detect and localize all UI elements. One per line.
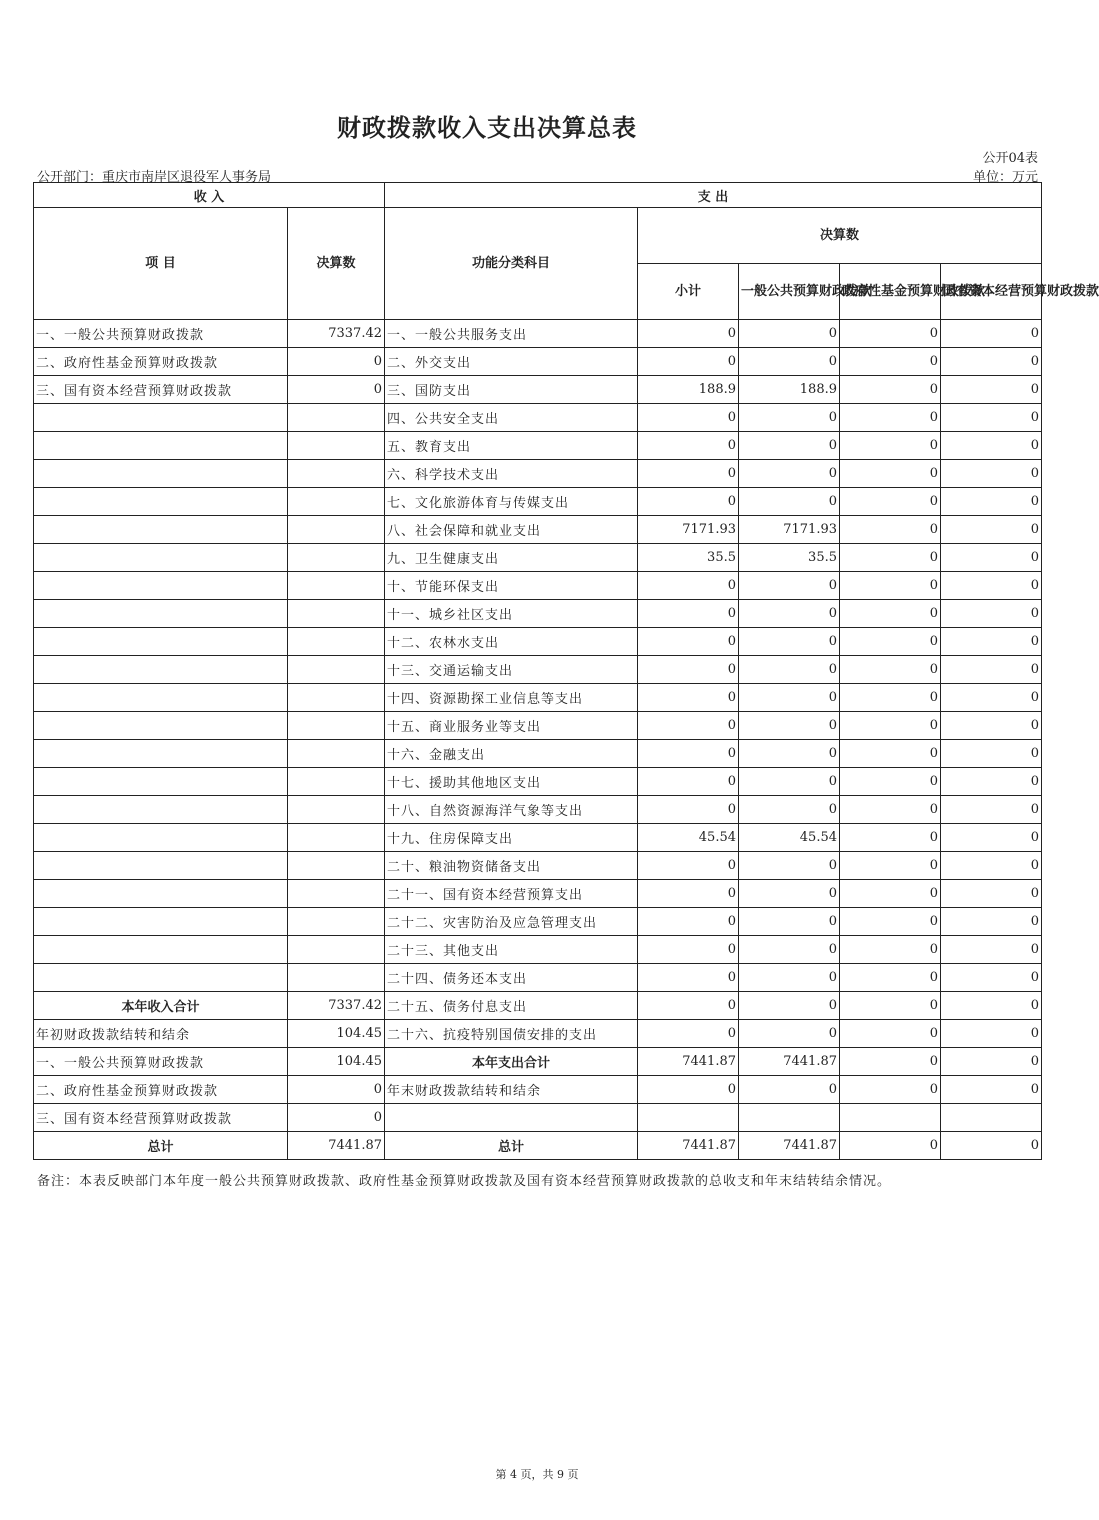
table-row — [34, 1132, 1042, 1160]
gov-fund-header: 政府性基金预算财政拨款 — [840, 264, 941, 320]
income-item-cell — [34, 908, 288, 936]
expense-category-cell: 二十五、债务付息支出 — [385, 992, 638, 1020]
table-row — [34, 488, 1042, 516]
income-amount-cell — [288, 656, 385, 684]
income-amount-cell: 0 — [288, 376, 385, 404]
income-item-cell — [34, 628, 288, 656]
table-row — [34, 1020, 1042, 1048]
section-header-row — [34, 183, 1042, 208]
expense-category-cell: 十二、农林水支出 — [385, 628, 638, 656]
page-number: 第 4 页，共 9 页 — [495, 1468, 579, 1481]
income-amount-cell: 7337.42 — [288, 320, 385, 348]
gov-fund-cell: 0 — [840, 880, 941, 908]
general-budget-cell: 0 — [739, 712, 840, 740]
general-budget-cell: 0 — [739, 1020, 840, 1048]
state-capital-header: 国有资本经营预算财政拨款 — [941, 264, 1042, 320]
expense-category-cell: 二十一、国有资本经营预算支出 — [385, 880, 638, 908]
income-item-cell — [34, 880, 288, 908]
subtotal-cell: 0 — [638, 992, 739, 1020]
state-capital-cell: 0 — [941, 740, 1042, 768]
income-item-cell — [34, 824, 288, 852]
income-item-cell: 三、国有资本经营预算财政拨款 — [34, 376, 288, 404]
income-item-cell — [34, 712, 288, 740]
table-row — [34, 880, 1042, 908]
gov-fund-cell: 0 — [840, 992, 941, 1020]
gov-fund-cell: 0 — [840, 348, 941, 376]
state-capital-cell: 0 — [941, 656, 1042, 684]
state-capital-cell: 0 — [941, 1048, 1042, 1076]
general-budget-cell: 0 — [739, 404, 840, 432]
page-title: 财政拨款收入支出决算总表 — [337, 113, 637, 142]
state-capital-cell: 0 — [941, 1020, 1042, 1048]
general-budget-cell: 0 — [739, 964, 840, 992]
gov-fund-cell: 0 — [840, 1020, 941, 1048]
subtotal-cell: 0 — [638, 908, 739, 936]
income-amount-cell — [288, 824, 385, 852]
state-capital-cell: 0 — [941, 432, 1042, 460]
income-item-cell — [34, 488, 288, 516]
expense-category-cell: 十、节能环保支出 — [385, 572, 638, 600]
gov-fund-cell: 0 — [840, 460, 941, 488]
table-row — [34, 600, 1042, 628]
table-row — [34, 824, 1042, 852]
income-item-cell: 一、一般公共预算财政拨款 — [34, 1048, 288, 1076]
gov-fund-cell: 0 — [840, 1048, 941, 1076]
income-amount-cell — [288, 600, 385, 628]
gov-fund-cell: 0 — [840, 964, 941, 992]
gov-fund-cell: 0 — [840, 852, 941, 880]
state-capital-cell: 0 — [941, 628, 1042, 656]
general-budget-cell: 0 — [739, 656, 840, 684]
income-amount-cell: 7441.87 — [288, 1132, 385, 1160]
gov-fund-cell — [840, 1104, 941, 1132]
state-capital-cell: 0 — [941, 572, 1042, 600]
expense-category-cell: 十九、住房保障支出 — [385, 824, 638, 852]
subtotal-cell: 0 — [638, 1020, 739, 1048]
income-item-cell: 年初财政拨款结转和结余 — [34, 1020, 288, 1048]
table-row — [34, 684, 1042, 712]
state-capital-cell — [941, 1104, 1042, 1132]
table-row — [34, 908, 1042, 936]
income-amount-cell — [288, 460, 385, 488]
subtotal-cell: 0 — [638, 684, 739, 712]
state-capital-cell: 0 — [941, 768, 1042, 796]
income-item-cell: 三、国有资本经营预算财政拨款 — [34, 1104, 288, 1132]
table-row — [34, 1104, 1042, 1132]
subtotal-cell: 7441.87 — [638, 1048, 739, 1076]
subtotal-cell: 0 — [638, 936, 739, 964]
general-budget-cell: 0 — [739, 488, 840, 516]
gov-fund-cell: 0 — [840, 628, 941, 656]
item-header: 项 目 — [34, 208, 288, 320]
expense-category-cell: 四、公共安全支出 — [385, 404, 638, 432]
expense-category-cell: 本年支出合计 — [385, 1048, 638, 1076]
table-row — [34, 460, 1042, 488]
budget-table — [33, 182, 1099, 1160]
subtotal-cell: 0 — [638, 320, 739, 348]
gov-fund-cell: 0 — [840, 432, 941, 460]
footnote: 备注：本表反映部门本年度一般公共预算财政拨款、政府性基金预算财政拨款及国有资本经营预算财政拨款的总收支和年末结转结余情况。 — [37, 1174, 892, 1189]
state-capital-cell: 0 — [941, 348, 1042, 376]
table-row — [34, 740, 1042, 768]
income-item-cell — [34, 656, 288, 684]
general-budget-cell: 0 — [739, 572, 840, 600]
gov-fund-cell: 0 — [840, 908, 941, 936]
subtotal-cell: 0 — [638, 572, 739, 600]
expense-category-cell: 二、外交支出 — [385, 348, 638, 376]
subtotal-cell: 0 — [638, 600, 739, 628]
table-row — [34, 964, 1042, 992]
gov-fund-cell: 0 — [840, 824, 941, 852]
state-capital-cell: 0 — [941, 796, 1042, 824]
gov-fund-cell: 0 — [840, 544, 941, 572]
expense-category-cell: 十六、金融支出 — [385, 740, 638, 768]
subtotal-cell: 0 — [638, 432, 739, 460]
general-budget-cell: 0 — [739, 852, 840, 880]
income-amount-cell — [288, 936, 385, 964]
table-row — [34, 852, 1042, 880]
gov-fund-cell: 0 — [840, 376, 941, 404]
subtotal-cell: 0 — [638, 712, 739, 740]
income-item-cell — [34, 600, 288, 628]
table-row — [34, 544, 1042, 572]
state-capital-cell: 0 — [941, 404, 1042, 432]
table-row — [34, 1048, 1042, 1076]
expense-category-cell: 九、卫生健康支出 — [385, 544, 638, 572]
expense-category-cell: 十一、城乡社区支出 — [385, 600, 638, 628]
general-budget-cell: 35.5 — [739, 544, 840, 572]
general-budget-cell: 188.9 — [739, 376, 840, 404]
state-capital-cell: 0 — [941, 600, 1042, 628]
expense-category-cell: 五、教育支出 — [385, 432, 638, 460]
income-amount-cell: 0 — [288, 348, 385, 376]
subtotal-cell: 35.5 — [638, 544, 739, 572]
form-number: 公开04表 — [982, 151, 1038, 166]
subtotal-cell: 45.54 — [638, 824, 739, 852]
subtotal-cell — [638, 1104, 739, 1132]
expense-category-cell: 十七、援助其他地区支出 — [385, 768, 638, 796]
income-amount-cell — [288, 740, 385, 768]
subtotal-cell: 0 — [638, 740, 739, 768]
income-amount-cell — [288, 572, 385, 600]
gov-fund-cell: 0 — [840, 936, 941, 964]
table-row — [34, 404, 1042, 432]
income-amount-cell — [288, 488, 385, 516]
income-amount-cell — [288, 544, 385, 572]
income-amount-cell — [288, 432, 385, 460]
income-amount-cell — [288, 516, 385, 544]
expense-category-cell: 十四、资源勘探工业信息等支出 — [385, 684, 638, 712]
subtotal-cell: 7171.93 — [638, 516, 739, 544]
general-budget-cell: 0 — [739, 768, 840, 796]
income-item-cell — [34, 460, 288, 488]
expense-category-cell: 二十六、抗疫特别国债安排的支出 — [385, 1020, 638, 1048]
general-budget-header: 一般公共预算财政拨款 — [739, 264, 840, 320]
income-item-cell — [34, 796, 288, 824]
income-amount-cell — [288, 768, 385, 796]
state-capital-cell: 0 — [941, 376, 1042, 404]
state-capital-cell: 0 — [941, 712, 1042, 740]
expense-category-cell: 年末财政拨款结转和结余 — [385, 1076, 638, 1104]
income-amount-cell: 0 — [288, 1104, 385, 1132]
income-item-cell: 二、政府性基金预算财政拨款 — [34, 348, 288, 376]
general-budget-cell: 0 — [739, 740, 840, 768]
gov-fund-cell: 0 — [840, 1132, 941, 1160]
gov-fund-cell: 0 — [840, 1076, 941, 1104]
state-capital-cell: 0 — [941, 908, 1042, 936]
income-item-cell — [34, 740, 288, 768]
income-item-cell — [34, 572, 288, 600]
subtotal-cell: 0 — [638, 460, 739, 488]
expense-category-cell: 三、国防支出 — [385, 376, 638, 404]
table-row — [34, 628, 1042, 656]
gov-fund-cell: 0 — [840, 404, 941, 432]
income-amount-cell: 104.45 — [288, 1020, 385, 1048]
general-budget-cell — [739, 1104, 840, 1132]
expense-category-cell: 七、文化旅游体育与传媒支出 — [385, 488, 638, 516]
gov-fund-cell: 0 — [840, 516, 941, 544]
gov-fund-cell: 0 — [840, 768, 941, 796]
general-budget-cell: 0 — [739, 684, 840, 712]
income-item-cell: 一、一般公共预算财政拨款 — [34, 320, 288, 348]
subtotal-cell: 0 — [638, 796, 739, 824]
subtotal-header: 小计 — [638, 264, 739, 320]
table-row — [34, 796, 1042, 824]
table-row — [34, 768, 1042, 796]
income-item-cell — [34, 852, 288, 880]
income-amount-cell: 0 — [288, 1076, 385, 1104]
unit-label: 单位：万元 — [972, 170, 1038, 185]
table-row — [34, 656, 1042, 684]
general-budget-cell: 0 — [739, 320, 840, 348]
income-item-cell — [34, 516, 288, 544]
state-capital-cell: 0 — [941, 488, 1042, 516]
table-row — [34, 516, 1042, 544]
general-budget-cell: 0 — [739, 796, 840, 824]
table-row — [34, 320, 1042, 348]
state-capital-cell: 0 — [941, 992, 1042, 1020]
general-budget-cell: 0 — [739, 992, 840, 1020]
income-amount-cell — [288, 964, 385, 992]
table-row — [34, 712, 1042, 740]
expense-category-cell — [385, 1104, 638, 1132]
subtotal-cell: 0 — [638, 488, 739, 516]
income-item-cell: 本年收入合计 — [34, 992, 288, 1020]
income-item-cell — [34, 544, 288, 572]
state-capital-cell: 0 — [941, 684, 1042, 712]
general-budget-cell: 0 — [739, 432, 840, 460]
amount-header: 决算数 — [288, 208, 385, 320]
state-capital-cell: 0 — [941, 880, 1042, 908]
income-amount-cell — [288, 712, 385, 740]
gov-fund-cell: 0 — [840, 712, 941, 740]
state-capital-cell: 0 — [941, 964, 1042, 992]
general-budget-cell: 0 — [739, 600, 840, 628]
expense-category-cell: 六、科学技术支出 — [385, 460, 638, 488]
table-row — [34, 936, 1042, 964]
gov-fund-cell: 0 — [840, 796, 941, 824]
state-capital-cell: 0 — [941, 460, 1042, 488]
income-item-cell — [34, 768, 288, 796]
general-budget-cell: 7441.87 — [739, 1048, 840, 1076]
general-budget-cell: 0 — [739, 1076, 840, 1104]
expense-category-cell: 二十二、灾害防治及应急管理支出 — [385, 908, 638, 936]
income-item-cell — [34, 404, 288, 432]
subtotal-cell: 0 — [638, 852, 739, 880]
gov-fund-cell: 0 — [840, 600, 941, 628]
gov-fund-cell: 0 — [840, 740, 941, 768]
expense-category-cell: 十三、交通运输支出 — [385, 656, 638, 684]
gov-fund-cell: 0 — [840, 684, 941, 712]
expense-category-cell: 二十四、债务还本支出 — [385, 964, 638, 992]
income-amount-cell — [288, 796, 385, 824]
state-capital-cell: 0 — [941, 544, 1042, 572]
income-amount-cell — [288, 628, 385, 656]
subtotal-cell: 0 — [638, 768, 739, 796]
table-row — [34, 992, 1042, 1020]
subtotal-cell: 0 — [638, 656, 739, 684]
expense-category-cell: 八、社会保障和就业支出 — [385, 516, 638, 544]
expense-category-cell: 二十、粮油物资储备支出 — [385, 852, 638, 880]
subtotal-cell: 0 — [638, 964, 739, 992]
general-budget-cell: 0 — [739, 348, 840, 376]
table-row — [34, 1076, 1042, 1104]
expense-header: 支 出 — [385, 183, 1042, 208]
gov-fund-cell: 0 — [840, 656, 941, 684]
expense-category-cell: 十五、商业服务业等支出 — [385, 712, 638, 740]
income-amount-cell: 104.45 — [288, 1048, 385, 1076]
general-budget-cell: 7441.87 — [739, 1132, 840, 1160]
state-capital-cell: 0 — [941, 852, 1042, 880]
table-row — [34, 572, 1042, 600]
income-amount-cell — [288, 852, 385, 880]
income-amount-cell — [288, 404, 385, 432]
general-budget-cell: 7171.93 — [739, 516, 840, 544]
general-budget-cell: 0 — [739, 628, 840, 656]
subtotal-cell: 0 — [638, 628, 739, 656]
income-amount-cell — [288, 908, 385, 936]
table-row — [34, 376, 1042, 404]
func-category-header: 功能分类科目 — [385, 208, 638, 320]
income-amount-cell: 7337.42 — [288, 992, 385, 1020]
subtotal-cell: 0 — [638, 1076, 739, 1104]
state-capital-cell: 0 — [941, 1076, 1042, 1104]
state-capital-cell: 0 — [941, 320, 1042, 348]
gov-fund-cell: 0 — [840, 488, 941, 516]
expense-category-cell: 总计 — [385, 1132, 638, 1160]
expense-category-cell: 一、一般公共服务支出 — [385, 320, 638, 348]
income-item-cell — [34, 432, 288, 460]
general-budget-cell: 45.54 — [739, 824, 840, 852]
state-capital-cell: 0 — [941, 516, 1042, 544]
income-item-cell — [34, 964, 288, 992]
income-amount-cell — [288, 684, 385, 712]
income-item-cell — [34, 684, 288, 712]
income-item-cell: 总计 — [34, 1132, 288, 1160]
gov-fund-cell: 0 — [840, 572, 941, 600]
table-row — [34, 348, 1042, 376]
income-item-cell: 二、政府性基金预算财政拨款 — [34, 1076, 288, 1104]
subtotal-cell: 0 — [638, 404, 739, 432]
general-budget-cell: 0 — [739, 936, 840, 964]
subtotal-cell: 0 — [638, 880, 739, 908]
subtotal-cell: 0 — [638, 348, 739, 376]
income-amount-cell — [288, 880, 385, 908]
state-capital-cell: 0 — [941, 936, 1042, 964]
gov-fund-cell: 0 — [840, 320, 941, 348]
department-label: 公开部门：重庆市南岸区退役军人事务局 — [37, 170, 272, 185]
subtotal-cell: 7441.87 — [638, 1132, 739, 1160]
column-header-row — [34, 208, 1042, 264]
general-budget-cell: 0 — [739, 880, 840, 908]
final-amount-header: 决算数 — [638, 208, 1042, 264]
table-row — [34, 432, 1042, 460]
state-capital-cell: 0 — [941, 824, 1042, 852]
state-capital-cell: 0 — [941, 1132, 1042, 1160]
subtotal-cell: 188.9 — [638, 376, 739, 404]
income-item-cell — [34, 936, 288, 964]
general-budget-cell: 0 — [739, 460, 840, 488]
general-budget-cell: 0 — [739, 908, 840, 936]
income-header: 收 入 — [34, 183, 385, 208]
expense-category-cell: 二十三、其他支出 — [385, 936, 638, 964]
expense-category-cell: 十八、自然资源海洋气象等支出 — [385, 796, 638, 824]
